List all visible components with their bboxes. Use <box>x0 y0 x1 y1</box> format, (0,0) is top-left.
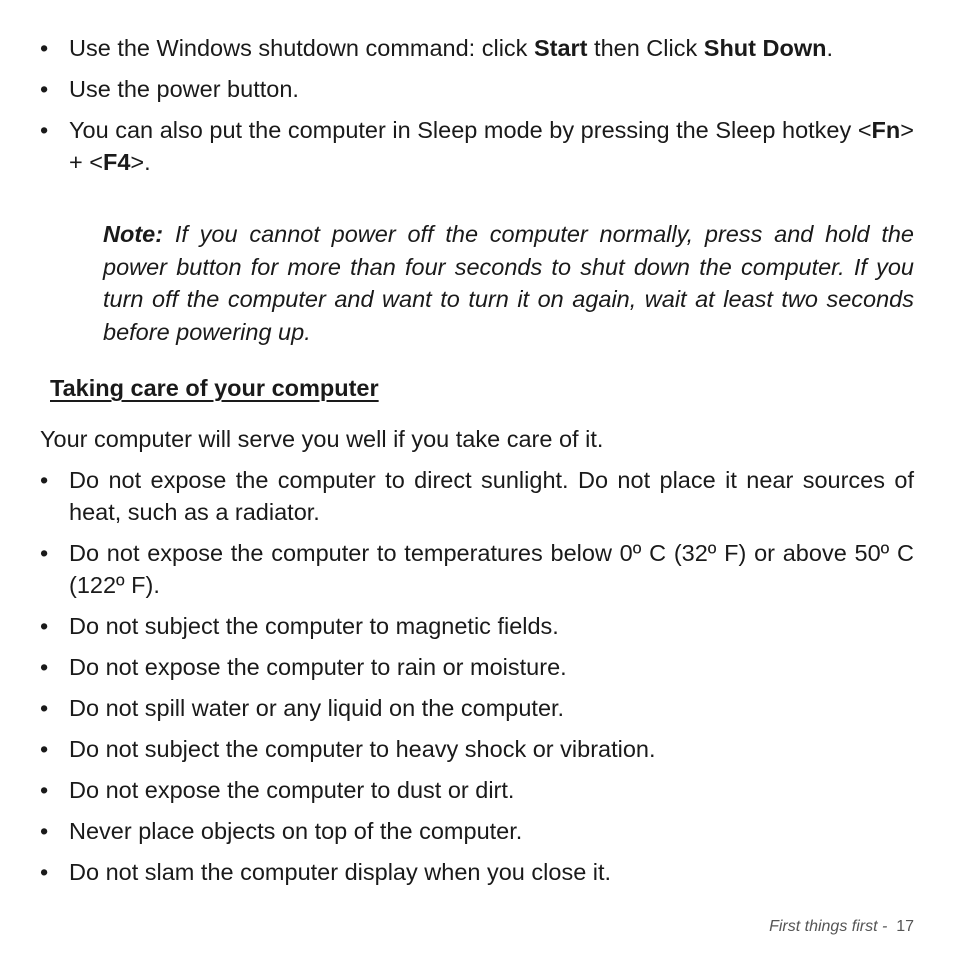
bullet: • <box>40 736 49 762</box>
bold-term-start: Start <box>533 35 588 61</box>
bullet: • <box>40 76 49 102</box>
list-item: • Do not subject the computer to heavy shock or vibration. <box>40 733 914 765</box>
section-intro: Your computer will serve you well if you take care of it. <box>40 426 604 452</box>
bullet: • <box>40 35 49 61</box>
bold-key-f4: F4 <box>102 149 131 175</box>
bold-term-shut-down: Shut Down <box>703 35 827 61</box>
section-heading: Taking care of your computer <box>50 375 379 401</box>
list-item: • Never place objects on top of the computer. <box>40 815 914 847</box>
bullet: • <box>40 613 49 639</box>
list-item: • Do not slam the computer display when you close it. <box>40 856 914 888</box>
care-tips-list <box>40 464 914 897</box>
bold-key-fn: Fn <box>871 117 901 143</box>
list-item: • Use the Windows shutdown command: click Start then Click Shut Down. <box>40 32 914 64</box>
page-footer <box>769 916 914 938</box>
shutdown-options-list <box>40 32 914 187</box>
bullet: • <box>40 467 49 493</box>
page-number: 17 <box>896 918 914 935</box>
note-block <box>103 218 914 348</box>
bullet: • <box>40 859 49 885</box>
note-label: Note: <box>103 221 164 247</box>
bullet: • <box>40 540 49 566</box>
list-item: • You can also put the computer in Sleep mode by pressing the Sleep hotkey <Fn> + <F4>. <box>40 114 914 178</box>
list-item: • Do not subject the computer to magnetic fields. <box>40 610 914 642</box>
list-item: • Do not spill water or any liquid on the computer. <box>40 692 914 724</box>
footer-chapter-title: First things first - <box>769 918 888 935</box>
list-item: • Use the power button. <box>40 73 914 105</box>
list-item: • Do not expose the computer to rain or moisture. <box>40 651 914 683</box>
note-text: If you cannot power off the computer normally, press and hold the power button for more than four seconds to shut down the computer. If you turn off the computer and want to turn it on again, wait at least two seconds before powering up. <box>103 221 914 345</box>
bullet: • <box>40 695 49 721</box>
bullet: • <box>40 818 49 844</box>
bullet: • <box>40 654 49 680</box>
bullet: • <box>40 117 49 143</box>
list-item: • Do not expose the computer to dust or dirt. <box>40 774 914 806</box>
list-item: • Do not expose the computer to temperatures below 0º C (32º F) or above 50º C (122º F). <box>40 537 914 601</box>
list-item: • Do not expose the computer to direct sunlight. Do not place it near sources of heat, such as a radiator. <box>40 464 914 528</box>
bullet: • <box>40 777 49 803</box>
